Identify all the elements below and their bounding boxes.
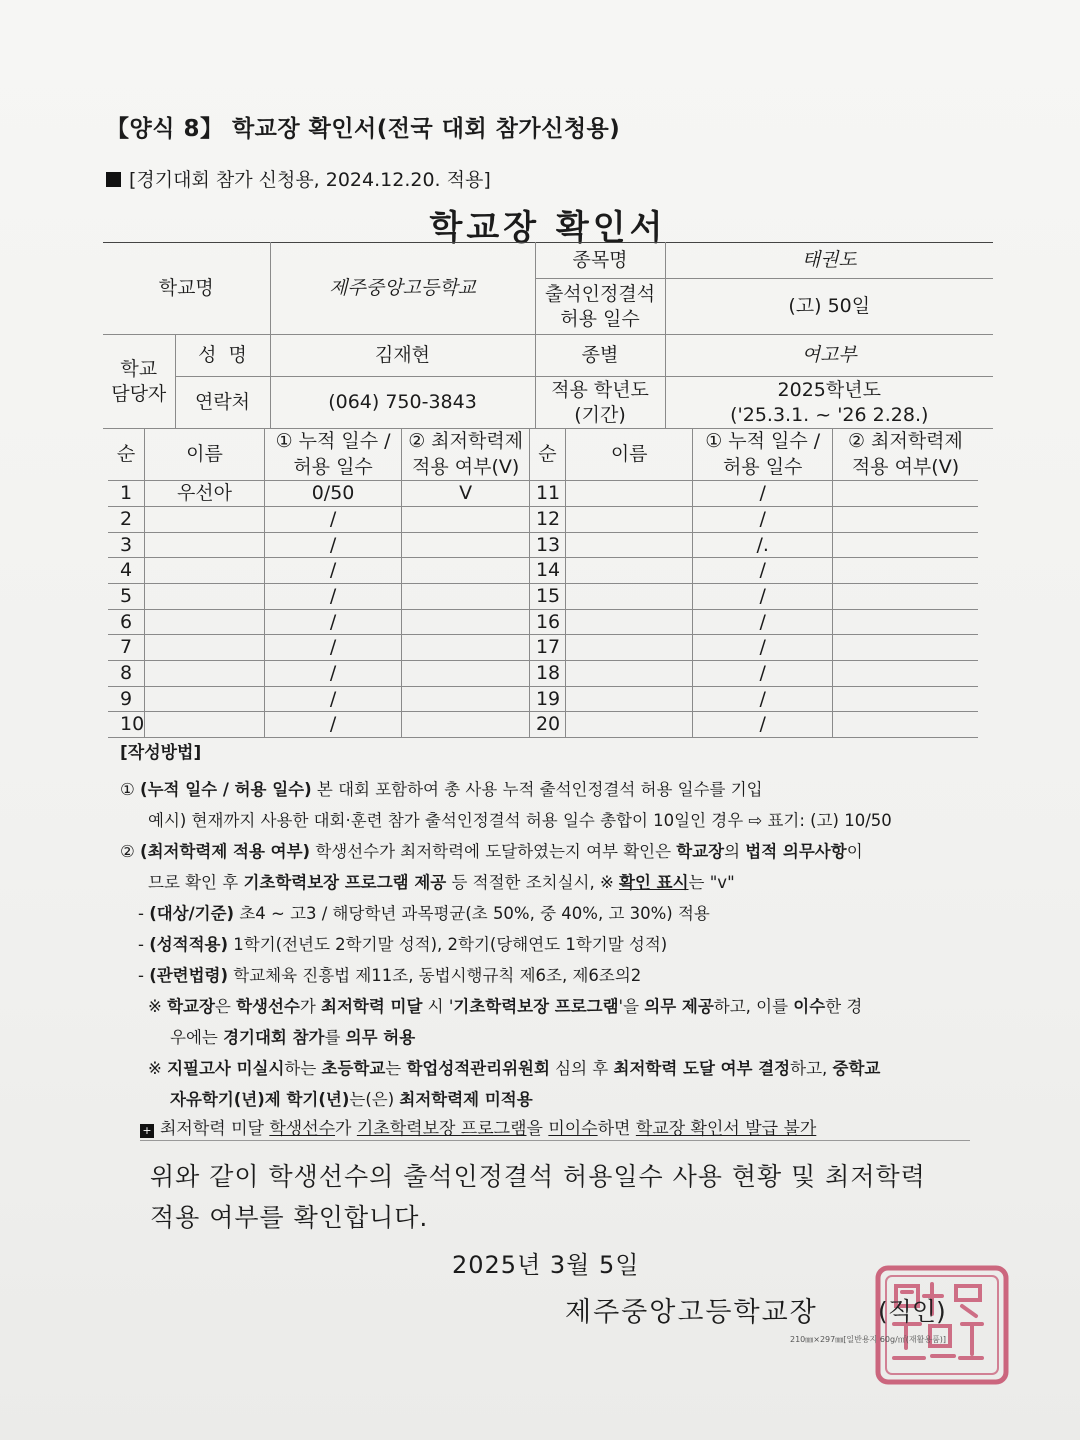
name-value: 김재현 [270, 335, 535, 377]
cumulative-days: / [693, 635, 832, 661]
row-number: 15 [529, 584, 565, 610]
student-name [145, 558, 265, 584]
row-number: 1 [108, 481, 145, 507]
table-row [108, 481, 978, 507]
row-number: 10 [108, 712, 145, 738]
row-number: 11 [529, 481, 565, 507]
min-academic-check [832, 635, 978, 661]
guide-line: ※ 지필고사 미실시하는 초등학교는 학업성적관리위원회 심의 후 최저학력 도달 여부 결정하고, 중학교 [148, 1059, 881, 1079]
cumulative-days: / [264, 712, 402, 738]
year-label: 적용 학년도 (기간) [535, 377, 665, 429]
guide-line: 우에는 경기대회 참가를 의무 허용 [170, 1028, 416, 1048]
table-row [108, 712, 978, 738]
row-number: 13 [529, 532, 565, 558]
division-label: 종별 [535, 335, 665, 377]
min-academic-check [832, 712, 978, 738]
row-number: 8 [108, 661, 145, 687]
min-academic-check [402, 558, 530, 584]
event-value: 태권도 [665, 243, 993, 279]
school-label: 학교명 [103, 243, 270, 335]
student-name [565, 635, 693, 661]
cumulative-days: / [264, 584, 402, 610]
cumulative-days: / [264, 506, 402, 532]
school-value: 제주중앙고등학교 [270, 243, 535, 335]
student-name [145, 584, 265, 610]
student-name [565, 661, 693, 687]
student-name [145, 635, 265, 661]
min-academic-check [402, 609, 530, 635]
student-name [565, 532, 693, 558]
contact-value: (064) 750-3843 [270, 377, 535, 429]
cumulative-days: /. [693, 532, 832, 558]
form-subtitle [106, 165, 491, 192]
min-academic-check [832, 609, 978, 635]
principal-name: 제주중앙고등학교장 [565, 1297, 818, 1328]
student-name [145, 686, 265, 712]
writing-guide [120, 738, 980, 1115]
confirmation-text: 위와 같이 학생선수의 출석인정결석 허용일수 사용 현황 및 최저학력 적용 여부를 확인합니다. [150, 1162, 926, 1233]
min-academic-check [402, 532, 530, 558]
header-name: 이름 [145, 429, 265, 481]
guide-line: 예시) 현재까지 사용한 대회·훈련 참가 출석인정결석 허용 일수 총합이 10일인 경우 ⇨ 표기: (고) 10/50 [148, 810, 892, 830]
min-academic-check [832, 558, 978, 584]
square-bullet-icon [106, 172, 121, 187]
guide-line: - (성적적용) 1학기(전년도 2학기말 성적), 2학기(당해연도 1학기말 성적) [138, 935, 668, 955]
table-row [108, 635, 978, 661]
table-row [108, 686, 978, 712]
min-academic-check [402, 712, 530, 738]
student-name [565, 584, 693, 610]
header-cumulative: ① 누적 일수 / 허용 일수 [264, 429, 402, 481]
min-academic-check [402, 506, 530, 532]
header-min-academic-2: ② 최저학력제 적용 여부(V) [832, 429, 978, 481]
min-academic-check [832, 532, 978, 558]
cumulative-days: 0/50 [264, 481, 402, 507]
min-academic-check [832, 506, 978, 532]
student-name: 우선아 [145, 481, 265, 507]
header-name-2: 이름 [565, 429, 693, 481]
min-academic-check [402, 661, 530, 687]
cumulative-days: / [693, 506, 832, 532]
table-row [108, 532, 978, 558]
guide-line: - (관련법령) 학교체육 진흥법 제11조, 동법시행규칙 제6조, 제6조의2 [138, 966, 642, 986]
min-academic-check [402, 635, 530, 661]
row-number: 19 [529, 686, 565, 712]
min-academic-check [832, 686, 978, 712]
guide-heading: [작성방법] [120, 743, 202, 763]
row-number: 2 [108, 506, 145, 532]
table-row [108, 506, 978, 532]
cumulative-days: / [693, 661, 832, 687]
guide-line: ① (누적 일수 / 허용 일수) 본 대회 포함하여 총 사용 누적 출석인정결석 허용 일수를 기입 [120, 779, 763, 799]
paper-size-note: 210㎜×297㎜[일반용지 60g/㎡(재활용품)] [790, 1335, 947, 1344]
min-academic-check: V [402, 481, 530, 507]
guide-line: ② (최저학력제 적용 여부) 학생선수가 최저학력에 도달하였는지 여부 확인은 학교장의 법적 의무사항이 [120, 841, 863, 861]
header-cumulative-2: ① 누적 일수 / 허용 일수 [693, 429, 832, 481]
row-number: 17 [529, 635, 565, 661]
cumulative-days: / [264, 532, 402, 558]
cumulative-days: / [264, 661, 402, 687]
divider [140, 1140, 970, 1141]
guide-line: 므로 확인 후 기초학력보장 프로그램 제공 등 적절한 조치실시, ※ 확인 표시는 "v" [148, 873, 735, 892]
header-no-2: 순 [529, 429, 565, 481]
row-number: 12 [529, 506, 565, 532]
guide-line: ※ 학교장은 학생선수가 최저학력 미달 시 '기초학력보장 프로그램'을 의무 제공하고, 이를 이수한 경 [148, 997, 863, 1017]
student-name [565, 506, 693, 532]
table-row [108, 661, 978, 687]
student-name [565, 686, 693, 712]
issue-date: 2025년 3월 5일 [452, 1251, 640, 1279]
seal-label: (직인) [878, 1297, 946, 1326]
subtitle-text: [경기대회 참가 신청용, 2024.12.20. 적용] [129, 169, 491, 191]
name-label: 성 명 [175, 335, 270, 377]
student-name [145, 712, 265, 738]
year-value: 2025학년도 ('25.3.1. ~ '26 2.28.) [665, 377, 993, 429]
cumulative-days: / [693, 609, 832, 635]
page-title: 학교장 확인서 [429, 208, 667, 248]
plus-box-icon: + [140, 1124, 154, 1138]
event-label: 종목명 [535, 243, 665, 279]
cumulative-days: / [693, 481, 832, 507]
student-name [565, 712, 693, 738]
cumulative-days: / [693, 712, 832, 738]
cumulative-days: / [693, 686, 832, 712]
division-value: 여고부 [665, 335, 993, 377]
row-number: 18 [529, 661, 565, 687]
row-number: 3 [108, 532, 145, 558]
student-name [145, 506, 265, 532]
table-row [108, 558, 978, 584]
student-name [145, 532, 265, 558]
guide-line: - (대상/기준) 초4 ~ 고3 / 해당학년 과목평균(초 50%, 중 40%, 고 30%) 적용 [138, 904, 710, 924]
cumulative-days: / [264, 686, 402, 712]
contact-label: 연락처 [175, 377, 270, 429]
form-number: 【양식 8】 학교장 확인서(전국 대회 참가신청용) [106, 116, 621, 142]
row-number: 6 [108, 609, 145, 635]
student-name [565, 481, 693, 507]
guide-line: 자유학기(년)제 학기(년)는(은) 최저학력제 미적용 [170, 1090, 533, 1110]
absence-label: 출석인정결석 허용 일수 [535, 279, 665, 335]
student-name [565, 558, 693, 584]
row-number: 20 [529, 712, 565, 738]
row-number: 9 [108, 686, 145, 712]
min-academic-check [402, 584, 530, 610]
absence-value: (고) 50일 [665, 279, 993, 335]
min-academic-check [402, 686, 530, 712]
row-number: 5 [108, 584, 145, 610]
info-table [103, 242, 993, 429]
header-no: 순 [108, 429, 145, 481]
student-name [145, 609, 265, 635]
min-academic-check [832, 481, 978, 507]
student-name [145, 661, 265, 687]
table-row [108, 584, 978, 610]
row-number: 16 [529, 609, 565, 635]
row-number: 7 [108, 635, 145, 661]
cumulative-days: / [693, 584, 832, 610]
cumulative-days: / [264, 635, 402, 661]
min-academic-check [832, 584, 978, 610]
row-number: 14 [529, 558, 565, 584]
cumulative-days: / [264, 609, 402, 635]
cumulative-days: / [693, 558, 832, 584]
table-row [108, 609, 978, 635]
warning-note: + 최저학력 미달 학생선수가 기초학력보장 프로그램을 미이수하면 학교장 확인서 발급 불가 [140, 1114, 816, 1139]
min-academic-check [832, 661, 978, 687]
roster-table [108, 428, 978, 738]
manager-label: 학교 담당자 [103, 335, 175, 429]
cumulative-days: / [264, 558, 402, 584]
student-name [565, 609, 693, 635]
header-min-academic: ② 최저학력제 적용 여부(V) [402, 429, 530, 481]
row-number: 4 [108, 558, 145, 584]
roster-header [108, 429, 978, 481]
